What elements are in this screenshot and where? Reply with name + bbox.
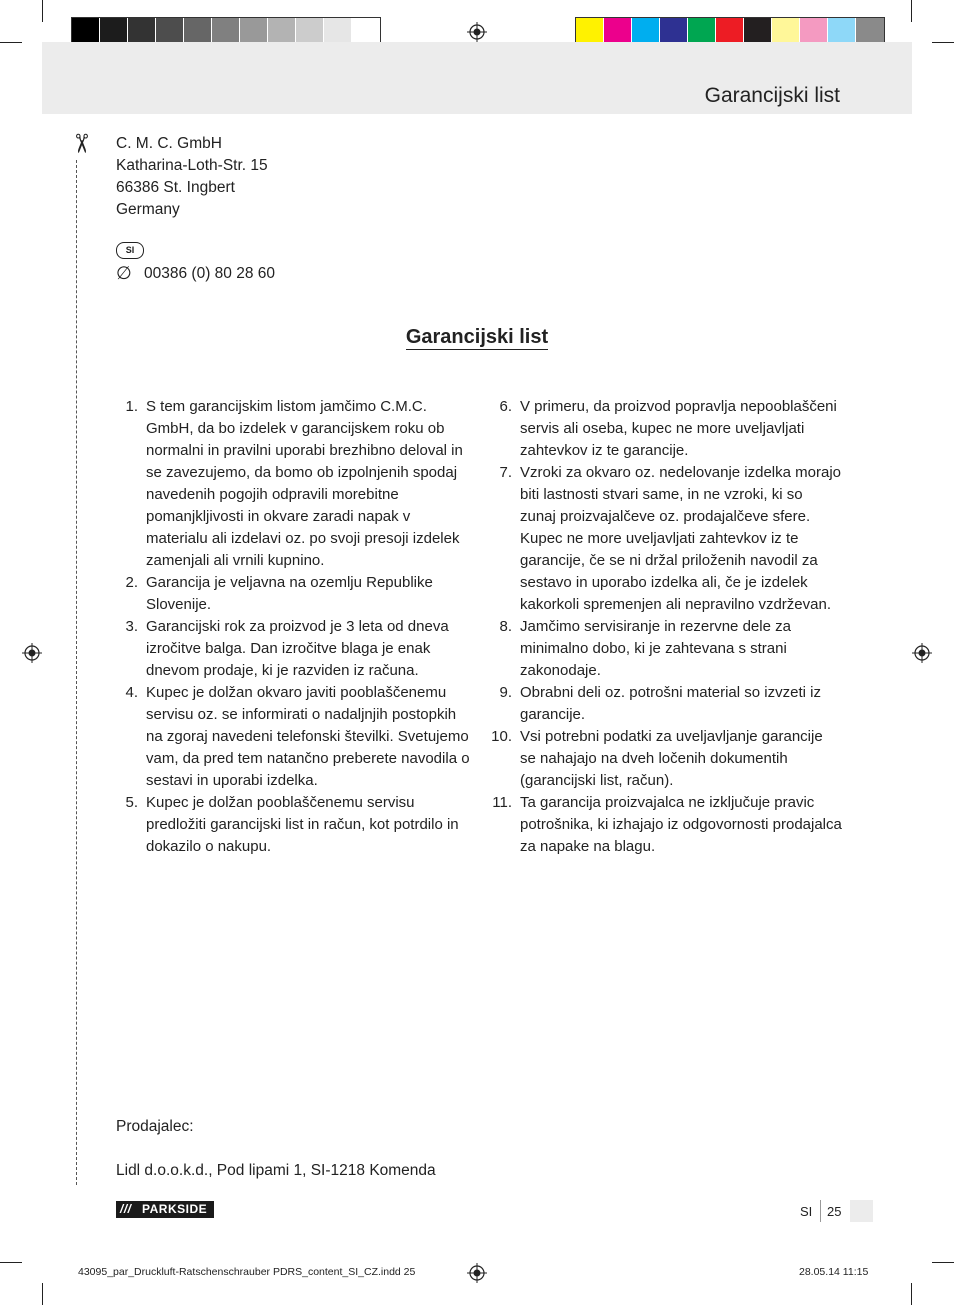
list-item-number: 8. [499,618,512,635]
list-item-number: 4. [125,684,138,701]
list-item-text: Ta garancija proizvajalca ne izključuje pravic potrošnika, ki izhajajo iz odgovornosti prodajalca za napake na blagu. [520,794,842,855]
list-item-number: 1. [125,398,138,415]
terms-right-column [486,396,842,858]
list-item [486,396,842,462]
seller-details: Lidl d.o.o.k.d., Pod lipami 1, SI-1218 Komenda [116,1162,436,1179]
list-item-text: Vzroki za okvaro oz. nedelovanje izdelka morajo biti lastnosti stvari same, in ne vzroki, ki so zunaj proizvajalčeve oz. prodajalčeve sfere. Kupec ne more uveljavljati zahtevkov iz te garancije, če se ni držal priloženih navodil za sestavo in uporabo izdelka ali, če je izdelek kakorkoli spremenjen ali nepravilno vzdrževan. [520,464,841,613]
phone-icon: ∅ [116,263,132,283]
list-item [486,682,842,726]
parkside-logo [116,1201,214,1218]
list-item-text: Kupec je dolžan okvaro javiti pooblaščenemu servisu oz. se informirati o nadaljnjih postopkih na zgoraj navedeni telefonski številki. Svetujemo vam, da pred tem natančno preberete navodila o sestavi in uporabi izdelka. [146,684,470,789]
address-line: Germany [116,201,180,218]
registration-mark-icon [467,22,487,42]
list-item-number: 5. [125,794,138,811]
crop-mark [932,42,954,43]
crop-mark [0,1262,22,1263]
footer-language: SI [800,1204,813,1219]
print-slug-filename: 43095_par_Druckluft-Ratschenschrauber PDRS_content_SI_CZ.indd 25 [78,1266,416,1278]
list-item [120,682,470,792]
list-item-text: Jamčimo servisiranje in rezervne dele za minimalno dobo, ki je zahtevana s strani zakonodaje. [520,618,791,679]
address-line: 66386 St. Ingbert [116,179,235,196]
crop-mark [911,1283,912,1305]
footer-divider [820,1200,821,1222]
registration-mark-icon [22,643,42,663]
document-title [0,326,954,349]
list-item-number: 7. [499,464,512,481]
scissors-icon: ✂ [66,132,97,155]
list-item [486,792,842,858]
page-number: 25 [827,1204,842,1219]
registration-mark-icon [912,643,932,663]
list-item-number: 11. [492,794,512,811]
list-item [120,792,470,858]
address-line: C. M. C. GmbH [116,135,222,152]
terms-left-column [120,396,470,858]
manufacturer-address [116,133,268,221]
crop-mark [0,42,22,43]
logo-slashes-icon: /// [120,1202,132,1216]
crop-mark [42,1283,43,1305]
brand-name: PARKSIDE [142,1202,208,1216]
footer-tab [850,1200,873,1222]
list-item [120,616,470,682]
document-title-text: Garancijski list [405,326,549,348]
list-item [486,616,842,682]
print-slug-datetime: 28.05.14 11:15 [799,1266,869,1278]
page-title: Garancijski list [704,84,840,107]
list-item-text: Vsi potrebni podatki za uveljavljanje garancije se nahajajo na dveh ločenih dokumentih (garancijski list, račun). [520,728,823,789]
list-item-number: 3. [125,618,138,635]
list-item-text: Kupec je dolžan pooblaščenemu servisu predložiti garancijski list in račun, kot potrdilo in dokazilo o nakupu. [146,794,459,855]
list-item [486,462,842,616]
list-item-text: Obrabni deli oz. potrošni material so izvzeti iz garancije. [520,684,821,723]
address-line: Katharina-Loth-Str. 15 [116,157,268,174]
list-item [120,572,470,616]
list-item-number: 2. [125,574,138,591]
list-item [120,396,470,572]
list-item-text: Garancijski rok za proizvod je 3 leta od dneva izročitve balga. Dan izročitve blaga je enak dnevom prodaje, ki je razviden iz računa. [146,618,449,679]
list-item [486,726,842,792]
country-badge: SI [116,242,144,259]
crop-mark [42,0,43,22]
hotline-number: 00386 (0) 80 28 60 [144,265,275,282]
seller-label: Prodajalec: [116,1118,194,1135]
crop-mark [911,0,912,22]
list-item-text: V primeru, da proizvod popravlja nepooblaščeni servis ali oseba, kupec ne more uveljavljati zahtevkov iz te garancije. [520,398,837,459]
cut-line [76,160,77,1185]
list-item-text: Garancija je veljavna na ozemlju Republike Slovenije. [146,574,433,613]
list-item-number: 6. [499,398,512,415]
list-item-text: S tem garancijskim listom jamčimo C.M.C. GmbH, da bo izdelek v garancijskem roku ob normalni in pravilni uporabi brezhibno deloval in se zavezujemo, da bomo ob izpolnjenih spodaj navedenih pogojih odpravili morebitne pomanjkljivosti in okvare zaradi napak v materialu ali izdelavi oz. po svoji presoji izdelek zamenjali ali vrnili kupnino. [146,398,463,569]
crop-mark [932,1262,954,1263]
registration-mark-icon [467,1263,487,1283]
list-item-number: 10. [491,728,512,745]
list-item-number: 9. [499,684,512,701]
